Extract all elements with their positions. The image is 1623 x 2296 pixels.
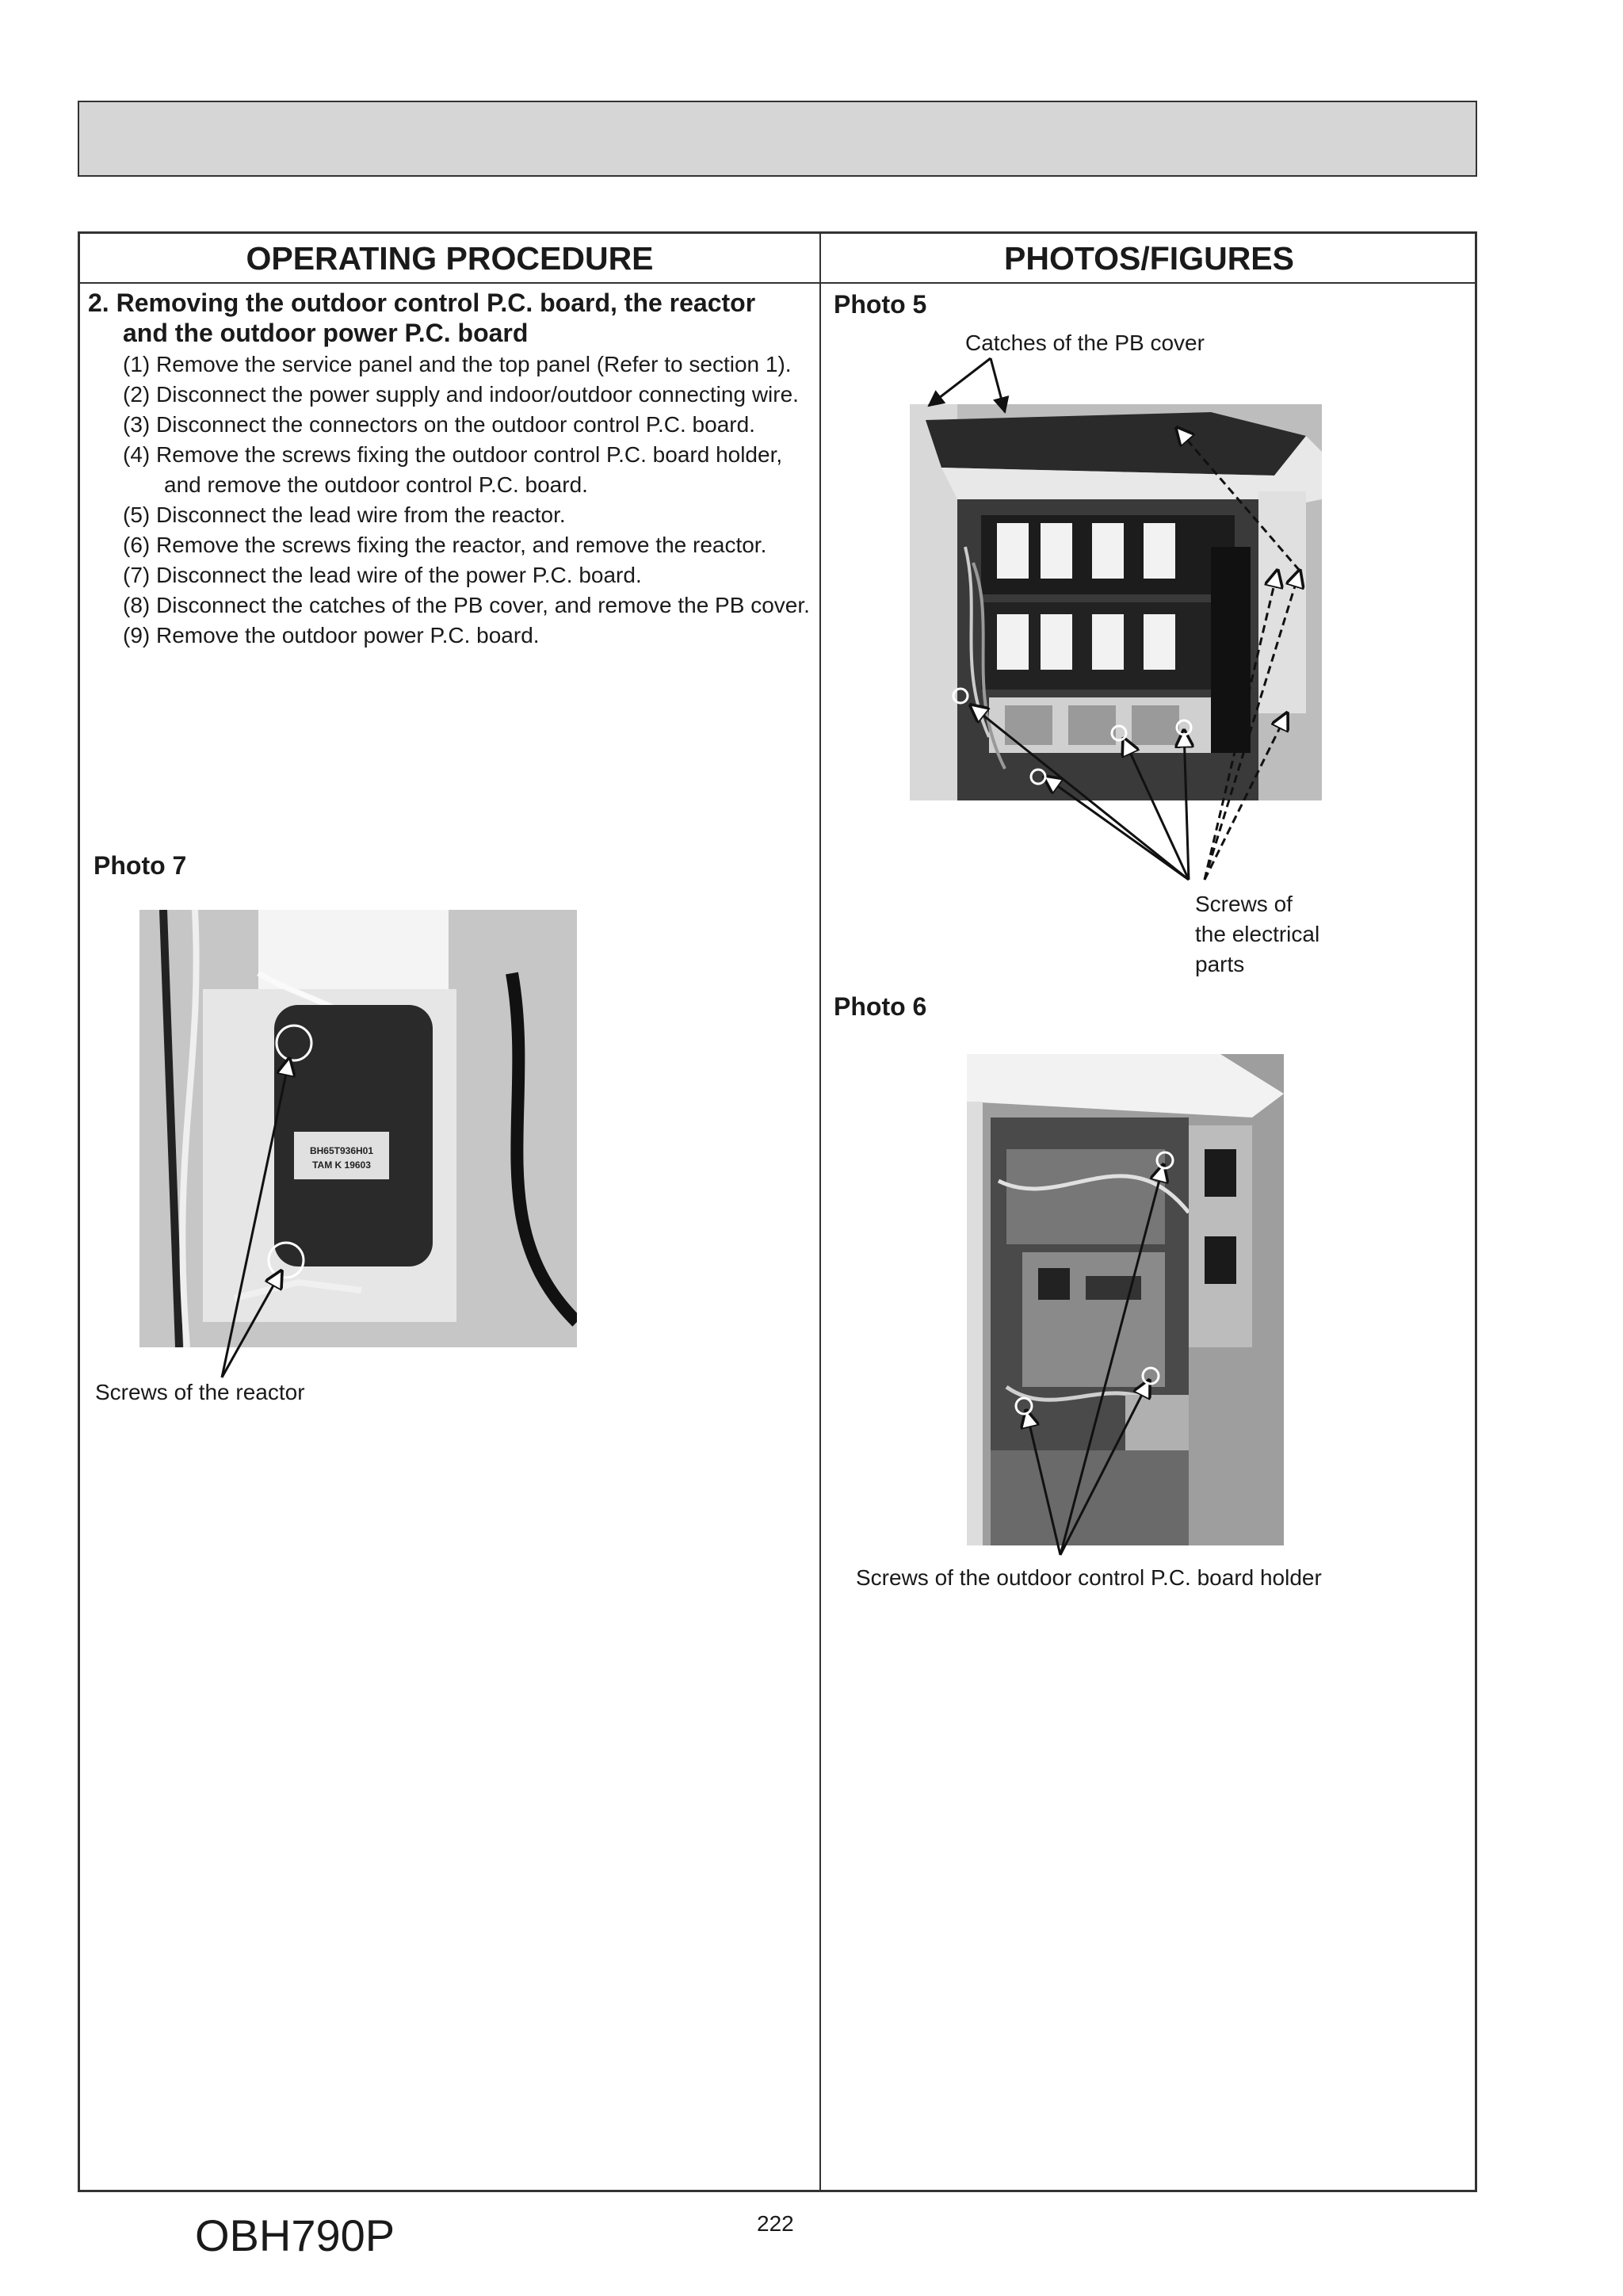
photo5-screws-caption-line2: the electrical <box>1195 922 1320 946</box>
procedure-step: (1) Remove the service panel and the top panel (Refer to section 1). <box>123 352 792 376</box>
photo7-caption: Screws of the reactor <box>95 1380 305 1404</box>
procedure-step: (7) Disconnect the lead wire of the power P.C. board. <box>123 563 642 587</box>
model-number: OBH790P <box>195 2210 395 2260</box>
photo5-image <box>910 404 1322 800</box>
procedure-step: (9) Remove the outdoor power P.C. board. <box>123 623 540 648</box>
photo6-caption: Screws of the outdoor control P.C. board holder <box>856 1565 1322 1590</box>
header-divider <box>80 282 1475 284</box>
reactor-label-line2: TAM K 19603 <box>312 1159 371 1171</box>
procedure-step: (6) Remove the screws fixing the reactor, and remove the reactor. <box>123 533 767 557</box>
photo5-catches-caption: Catches of the PB cover <box>965 330 1205 355</box>
photo7-image <box>139 910 577 1347</box>
photos-figures-heading: PHOTOS/FIGURES <box>1003 240 1295 277</box>
photo6-image <box>967 1054 1284 1545</box>
procedure-title-line1: 2. Removing the outdoor control P.C. board, the reactor <box>88 288 756 317</box>
procedure-step: (5) Disconnect the lead wire from the reactor. <box>123 502 566 527</box>
procedure-title <box>88 288 817 348</box>
procedure-step: (8) Disconnect the catches of the PB cover, and remove the PB cover. <box>123 593 810 617</box>
photo5-screws-caption <box>1195 889 1319 980</box>
procedure-steps <box>123 350 820 651</box>
photo7-label: Photo 7 <box>94 851 187 880</box>
reactor-label-line1: BH65T936H01 <box>309 1145 374 1156</box>
operating-procedure-heading: OPERATING PROCEDURE <box>246 240 654 277</box>
photo5-label: Photo 5 <box>834 290 927 319</box>
photo6-label: Photo 6 <box>834 992 927 1021</box>
photo5-screws-caption-line3: parts <box>1195 952 1245 976</box>
procedure-step: (3) Disconnect the connectors on the outdoor control P.C. board. <box>123 412 755 437</box>
procedure-step: (2) Disconnect the power supply and indoor/outdoor connecting wire. <box>123 382 799 407</box>
photo5-screws-caption-line1: Screws of <box>1195 892 1293 916</box>
page-number: 222 <box>757 2211 794 2236</box>
procedure-step: (4) Remove the screws fixing the outdoor control P.C. board holder, and remove the outdoor control P.C. board. <box>123 442 783 497</box>
section-title-bar <box>78 101 1477 177</box>
procedure-title-line2: and the outdoor power P.C. board <box>123 319 529 347</box>
